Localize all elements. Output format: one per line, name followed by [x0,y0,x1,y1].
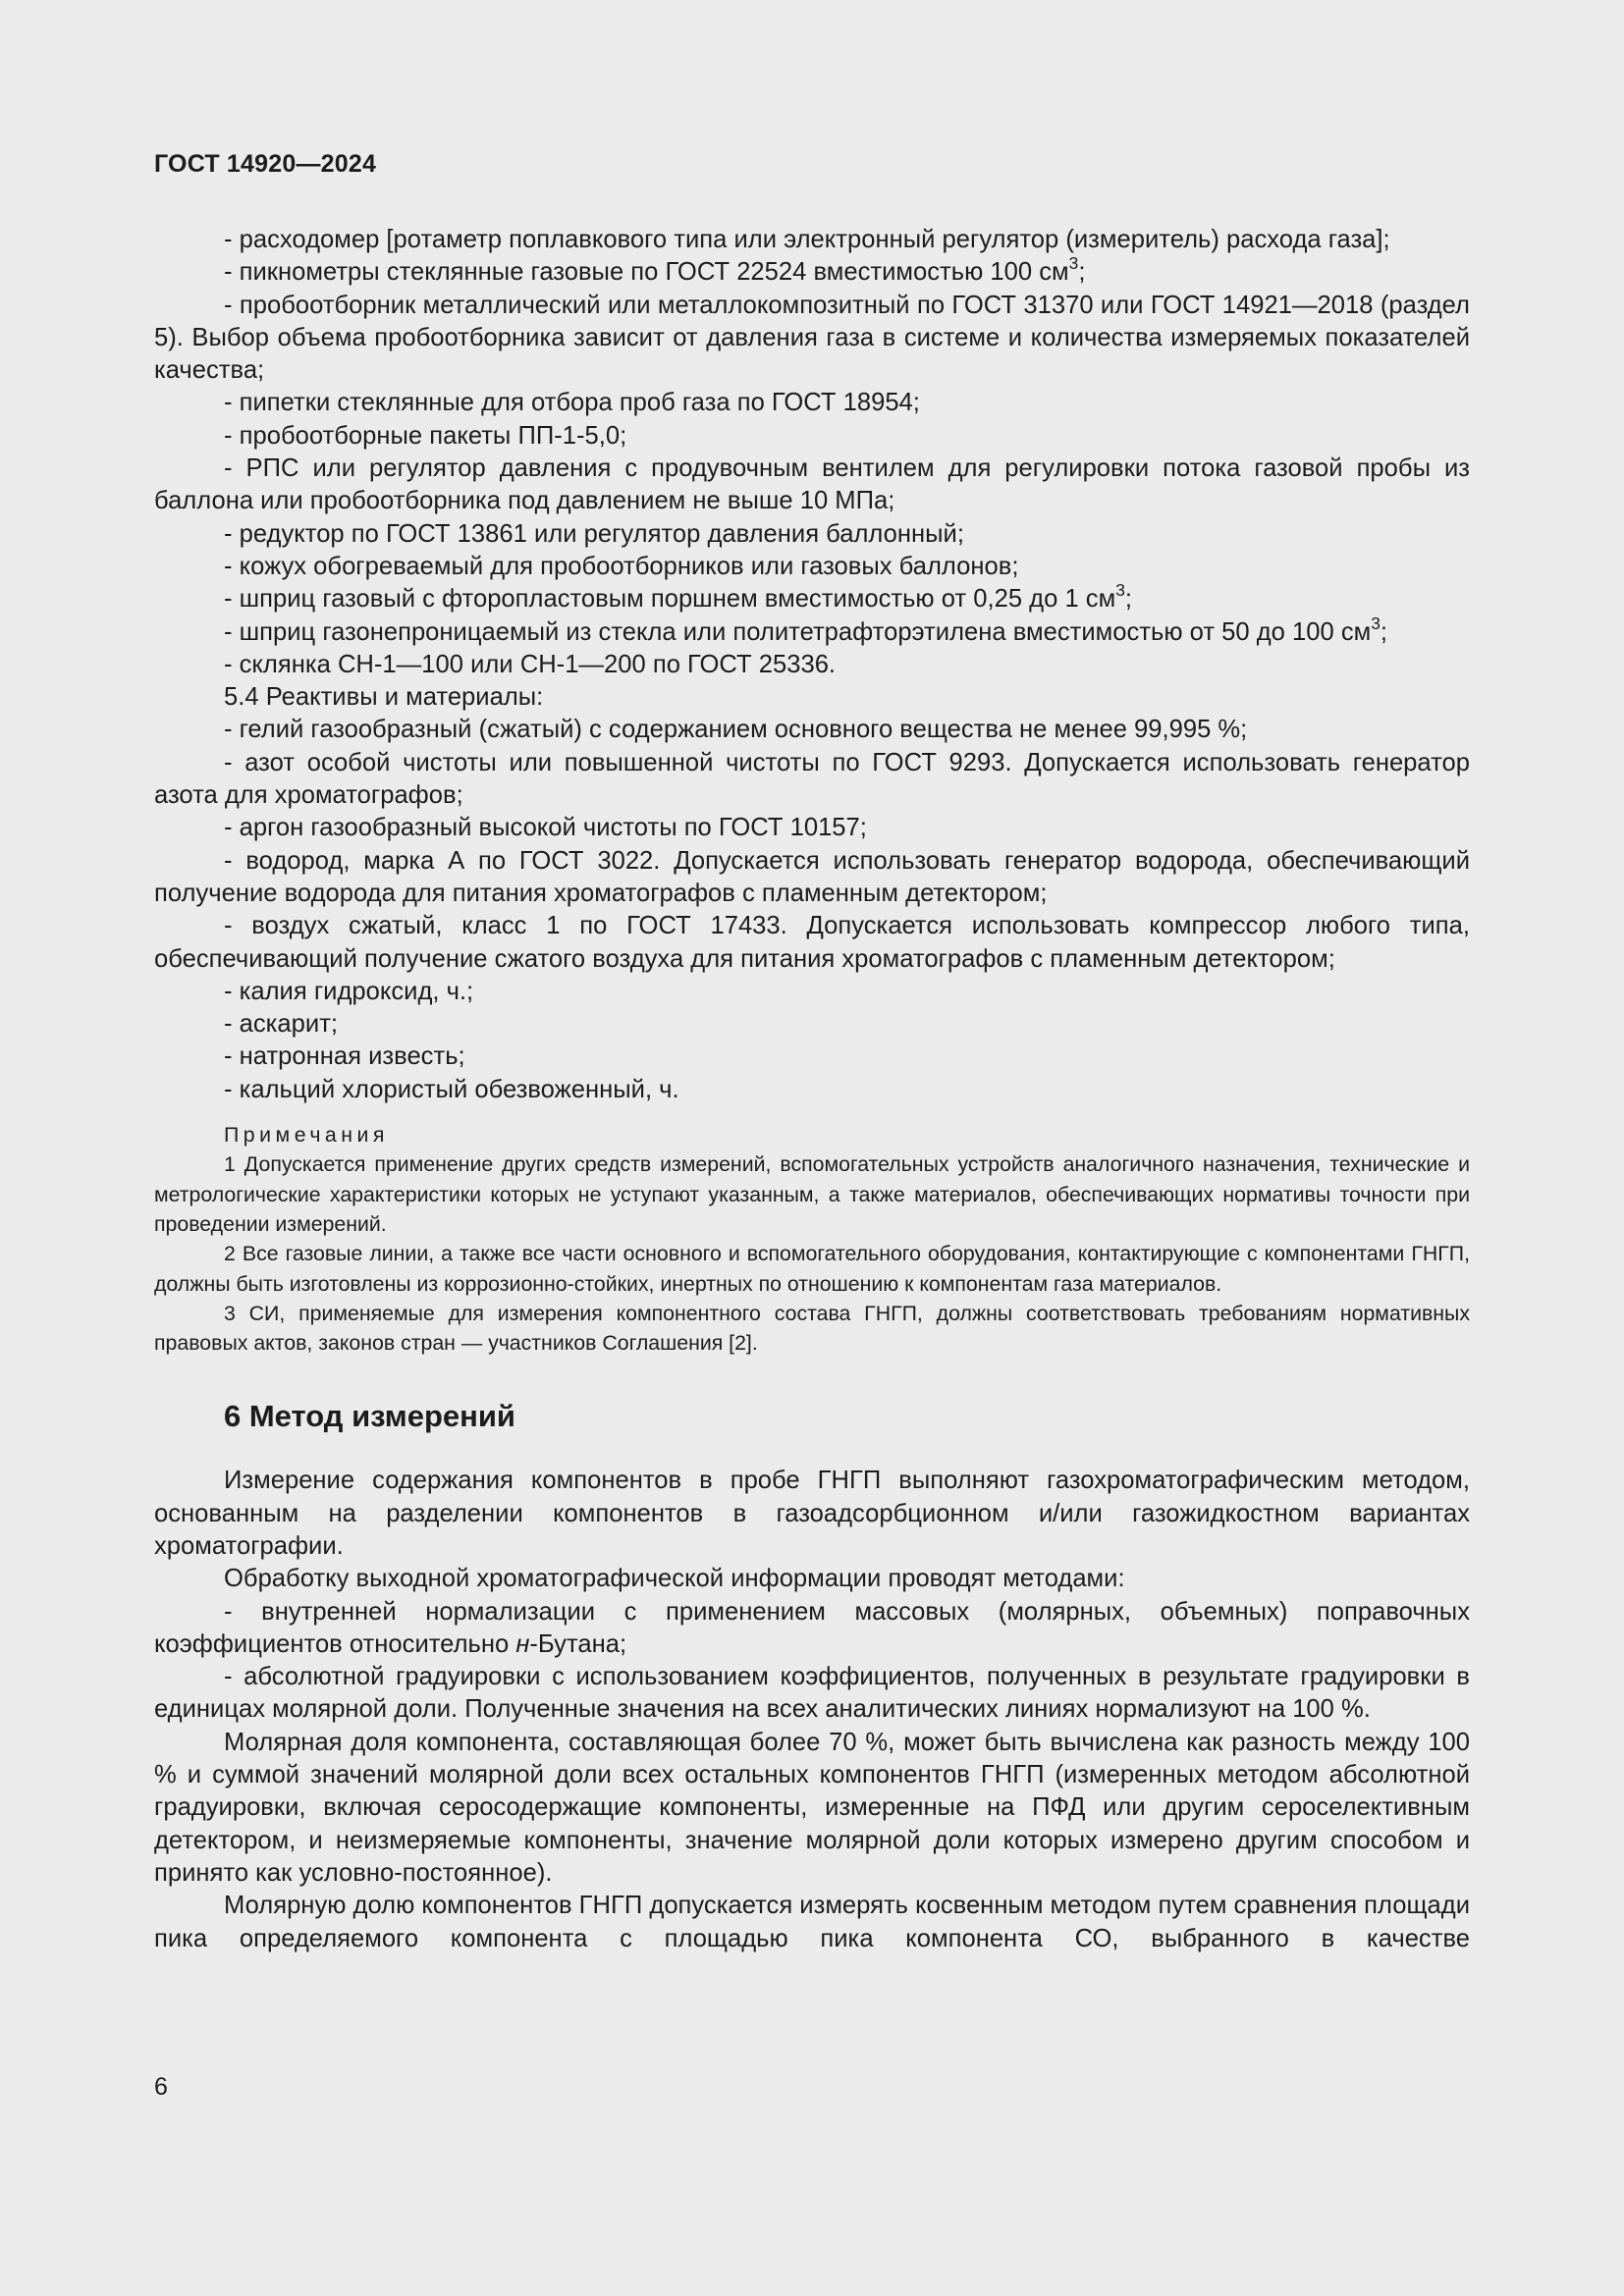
paragraph: Измерение содержания компонентов в пробе ГНГП выполняют газохроматографическим методом, основанным на разделении компонентов в газоадсорбционном и/или газожидкостном вариантах хроматографии. [154,1467,1470,1560]
list-item: - натронная известь; [224,1042,465,1071]
document-header: ГОСТ 14920—2024 [154,150,377,178]
list-item: - аргон газообразный высокой чистоты по ГОСТ 10157; [224,814,867,842]
list-item: - пипетки стеклянные для отбора проб газа по ГОСТ 18954; [224,389,920,417]
section-heading: 6 Метод измерений [224,1399,515,1434]
paragraph: Молярную долю компонентов ГНГП допускается измерять косвенным методом путем сравнения площади пика определяемого компонента с площадью пика компонента СО, выбранного в качестве [154,1892,1471,1952]
list-item: - пикнометры стеклянные газовые по ГОСТ 22524 вместимостью 100 $см^3$; [224,253,1086,287]
list-item: - абсолютной градуировки с использованием коэффициентов, полученных в результате градуировки в единицах молярной доли. Полученные значения на всех аналитических линиях нормализуют на 100 %. [154,1663,1470,1724]
list-item: - азот особой чистоты или повышенной чистоты по ГОСТ 9293. Допускается использовать генератор азота для хроматографов; [154,748,1470,810]
note-item: 1 Допускается применение других средств измерений, вспомогательных устройств аналогичного назначения, технические и метрологические характеристики которых не уступают указанным, а также материалов, обеспечивающих нормативы точности при проведении измерений. [154,1152,1470,1236]
list-item: - шприц газовый с фторопластовым поршнем вместимостью от 0,25 до 1 $см^3$; [224,580,1132,614]
list-item: - пробоотборные пакеты ПП-1-5,0; [224,421,627,450]
notes-block [154,1120,1470,1358]
list-item: - шприц газонепроницаемый из стекла или политетрафторэтилена вместимостью от 50 до 100 $см^3$; [224,613,1388,646]
paragraph: Молярная доля компонента, составляющая более 70 %, может быть вычислена как разность между 100 % и суммой значений молярной доли всех остальных компонентов ГНГП (измеренных методом абсолютной градуировки, включая серосодержащие компоненты, измеренные на ПФД или другим сероселективным детектором, и неизмеряемые компоненты, значение молярной доли которых измерено другим способом и принято как условно-постоянное). [154,1728,1470,1887]
list-item: - редуктор по ГОСТ 13861 или регулятор давления баллонный; [224,519,964,548]
note-item: 2 Все газовые линии, а также все части основного и вспомогательного оборудования, контактирующие с компонентами ГНГП, должны быть изготовлены из коррозионно-стойких, инертных по отношению к компонентам газа материалов. [154,1242,1470,1296]
page-number: 6 [154,2073,168,2101]
list-item: - склянка СН-1—100 или СН-1—200 по ГОСТ 25336. [224,650,837,678]
list-item: - внутренней нормализации с применением массовых (молярных, объемных) поправочных коэффициентов относительно н-Бутана; [154,1597,1470,1658]
list-item: - гелий газообразный (сжатый) с содержанием основного вещества не менее 99,995 %; [224,716,1248,744]
list-item: - пробоотборник металлический или металлокомпозитный по ГОСТ 31370 или ГОСТ 14921—2018 (раздел 5). Выбор объема пробоотборника зависит от давления газа в системе и количества измеряемых показателей качества; [154,291,1470,385]
list-item: - РПС или регулятор давления с продувочным вентилем для регулировки потока газовой пробы из баллона или пробоотборника под давлением не выше 10 МПа; [154,454,1470,515]
list-item: - калия гидроксид, ч.; [224,977,474,1005]
paragraph: Обработку выходной хроматографической информации проводят методами: [224,1565,1125,1593]
list-item: - воздух сжатый, класс 1 по ГОСТ 17433. Допускается использовать компрессор любого типа, обеспечивающий получение сжатого воздуха для питания хроматографов с пламенным детектором; [154,912,1470,973]
list-item: - водород, марка А по ГОСТ 3022. Допускается использовать генератор водорода, обеспечивающий получение водорода для питания хроматографов с пламенным детектором; [154,846,1470,907]
list-item: - кожух обогреваемый для пробоотборников или газовых баллонов; [224,552,1019,580]
document-body [154,224,1470,1955]
list-item: - расходомер [ротаметр поплавкового типа или электронный регулятор (измеритель) расхода газа]; [224,226,1390,253]
subsection-heading: 5.4 Реактивы и материалы: [224,683,544,712]
notes-title: Примечания [224,1123,389,1148]
note-item: 3 СИ, применяемые для измерения компонентного состава ГНГП, должны соответствовать требованиям нормативных правовых актов, законов стран — участников Соглашения [2]. [154,1301,1470,1356]
list-item: - кальций хлористый обезвоженный, ч. [224,1075,679,1103]
list-item: - аскарит; [224,1010,339,1039]
